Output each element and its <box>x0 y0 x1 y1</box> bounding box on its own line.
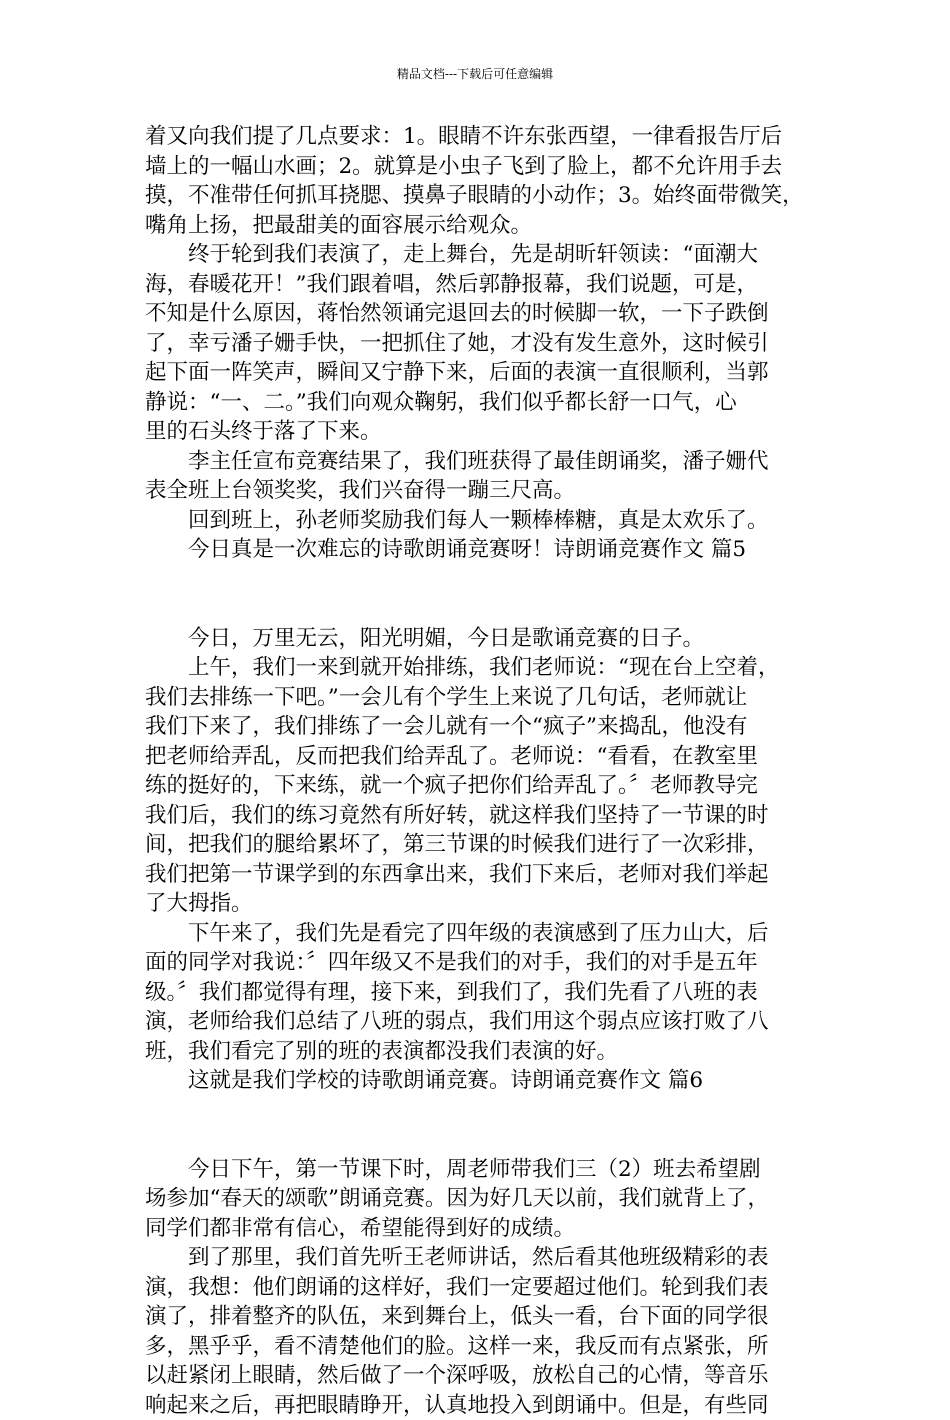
text-line: 终于轮到我们表演了，走上舞台，先是胡昕轩领读：“面潮大 <box>145 240 810 270</box>
text-line: 练的挺好的，下来练，就一个疯子把你们给弄乱了。〞老师教导完 <box>145 771 810 801</box>
text-line: 到了那里，我们首先听王老师讲话，然后看其他班级精彩的表 <box>145 1243 810 1273</box>
section-heading-line: 这就是我们学校的诗歌朗诵竞赛。诗朗诵竞赛作文 篇6 <box>145 1066 810 1096</box>
text-line: 我们去排练一下吧。”一会儿有个学生上来说了几句话，老师就让 <box>145 683 810 713</box>
text-line: 演，我想：他们朗诵的这样好，我们一定要超过他们。轮到我们表 <box>145 1273 810 1303</box>
text-line: 着又向我们提了几点要求：1。眼睛不许东张西望，一律看报告厅后 <box>145 122 810 152</box>
text-line: 间，把我们的腿给累坏了，第三节课的时候我们进行了一次彩排， <box>145 830 810 860</box>
text-line: 表全班上台领奖奖，我们兴奋得一蹦三尺高。 <box>145 476 810 506</box>
text-line: 上午，我们一来到就开始排练，我们老师说：“现在台上空着， <box>145 653 810 683</box>
text-line: 墙上的一幅山水画；2。就算是小虫子飞到了脸上，都不允许用手去 <box>145 152 810 182</box>
text-line: 多，黑乎乎，看不清楚他们的脸。这样一来，我反而有点紧张，所 <box>145 1332 810 1362</box>
text-line: 静说：“一、二。”我们向观众鞠躬，我们似乎都长舒一口气，心 <box>145 388 810 418</box>
text-line: 今日下午，第一节课下时，周老师带我们三（2）班去希望剧 <box>145 1155 810 1185</box>
text-line: 嘴角上扬，把最甜美的面容展示给观众。 <box>145 211 810 241</box>
text-line: 了大拇指。 <box>145 889 810 919</box>
text-line: 同学们都非常有信心，希望能得到好的成绩。 <box>145 1214 810 1244</box>
text-line: 不知是什么原因，蒋怡然领诵完退回去的时候脚一软，一下子跌倒 <box>145 299 810 329</box>
text-line: 面的同学对我说：〞四年级又不是我们的对手，我们的对手是五年 <box>145 948 810 978</box>
text-line: 海，春暖花开！”我们跟着唱，然后郭静报幕，我们说题，可是， <box>145 270 810 300</box>
text-line: 里的石头终于落了下来。 <box>145 417 810 447</box>
text-line: 起下面一阵笑声，瞬间又宁静下来，后面的表演一直很顺利，当郭 <box>145 358 810 388</box>
text-line: 下午来了，我们先是看完了四年级的表演感到了压力山大，后 <box>145 919 810 949</box>
text-line: 演了，排着整齐的队伍，来到舞台上，低头一看，台下面的同学很 <box>145 1302 810 1332</box>
text-line: 我们后，我们的练习竟然有所好转，就这样我们坚持了一节课的时 <box>145 801 810 831</box>
text-line: 响起来之后，再把眼睛睁开，认真地投入到朗诵中。但是，有些同 <box>145 1391 810 1420</box>
text-line: 场参加“春天的颂歌”朗诵竞赛。因为好几天以前，我们就背上了， <box>145 1184 810 1214</box>
paragraph-gap <box>145 1096 810 1155</box>
text-line: 把老师给弄乱，反而把我们给弄乱了。老师说：“看看，在教室里 <box>145 742 810 772</box>
text-line: 今日，万里无云，阳光明媚，今日是歌诵竞赛的日子。 <box>145 624 810 654</box>
text-line: 级。〞我们都觉得有理，接下来，到我们了，我们先看了八班的表 <box>145 978 810 1008</box>
text-line: 以赶紧闭上眼睛，然后做了一个深呼吸，放松自己的心情，等音乐 <box>145 1361 810 1391</box>
section-heading-line: 今日真是一次难忘的诗歌朗诵竞赛呀！诗朗诵竞赛作文 篇5 <box>145 535 810 565</box>
document-body <box>145 122 810 1420</box>
text-line: 我们把第一节课学到的东西拿出来，我们下来后，老师对我们举起 <box>145 860 810 890</box>
text-line: 演，老师给我们总结了八班的弱点，我们用这个弱点应该打败了八 <box>145 1007 810 1037</box>
text-line: 了，幸亏潘子姗手快，一把抓住了她，才没有发生意外，这时候引 <box>145 329 810 359</box>
paragraph-gap <box>145 565 810 624</box>
text-line: 班，我们看完了别的班的表演都没我们表演的好。 <box>145 1037 810 1067</box>
text-line: 李主任宣布竞赛结果了，我们班获得了最佳朗诵奖，潘子姗代 <box>145 447 810 477</box>
text-line: 回到班上，孙老师奖励我们每人一颗棒棒糖，真是太欢乐了。 <box>145 506 810 536</box>
page-header: 精品文档---下载后可任意编辑 <box>0 66 950 82</box>
text-line: 摸，不准带任何抓耳挠腮、摸鼻子眼睛的小动作；3。始终面带微笑， <box>145 181 810 211</box>
text-line: 我们下来了，我们排练了一会儿就有一个“疯子”来捣乱，他没有 <box>145 712 810 742</box>
